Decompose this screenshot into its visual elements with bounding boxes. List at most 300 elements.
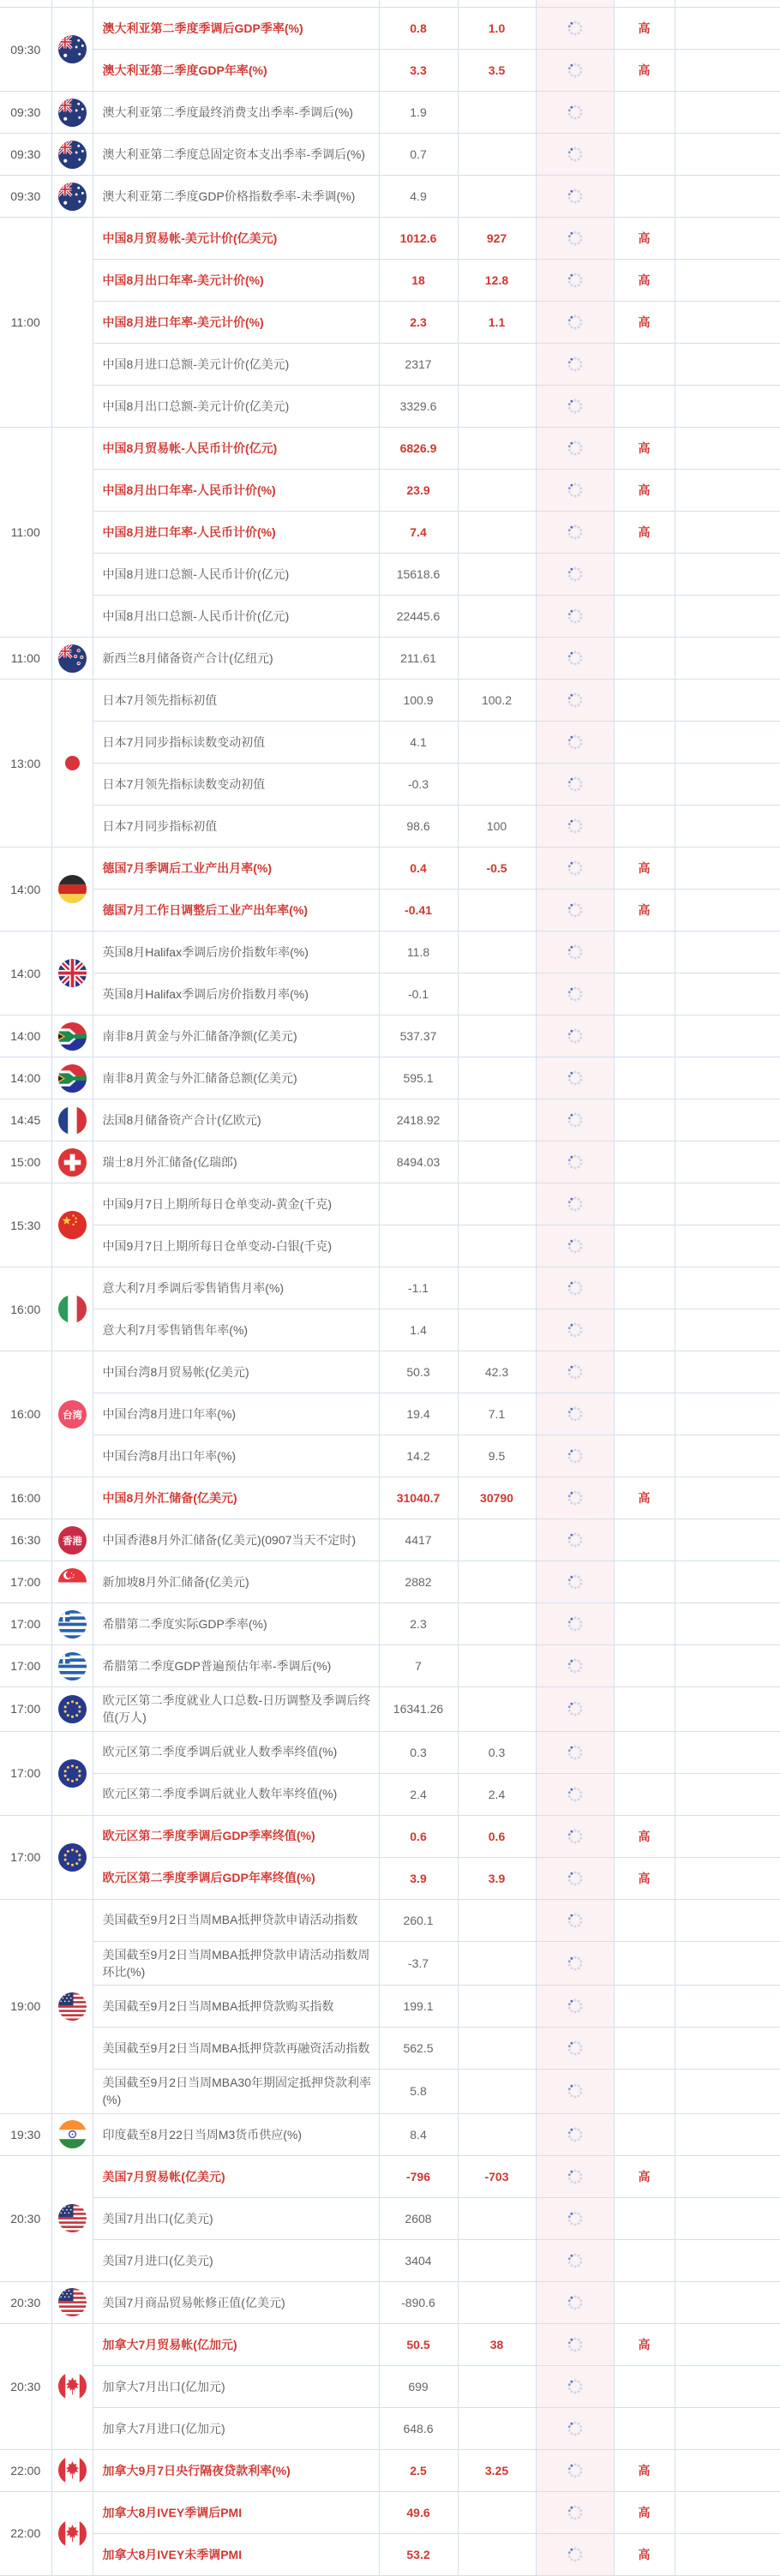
flag-france-icon xyxy=(58,1106,87,1135)
importance-cell xyxy=(614,1183,675,1225)
flag-cell xyxy=(51,1183,93,1267)
event-name: 欧元区第二季度季调后GDP年率终值(%) xyxy=(93,1857,379,1899)
actual-value: 8.4 xyxy=(379,2113,458,2155)
time-cell: 11:00 xyxy=(0,218,51,428)
detail-loading-cell[interactable] xyxy=(536,1986,614,2028)
forecast-value: 0.3 xyxy=(458,1731,536,1773)
event-row xyxy=(0,92,780,134)
flag-cell xyxy=(51,2449,93,2491)
actual-value: 2608 xyxy=(379,2197,458,2239)
time-cell: 09:30 xyxy=(0,134,51,176)
event-name: 欧元区第二季度季调后就业人数季率终值(%) xyxy=(93,1731,379,1773)
event-row xyxy=(0,2365,780,2407)
event-name: 澳大利亚第二季度总固定资本支出季率-季调后(%) xyxy=(93,134,379,176)
time-cell: 20:30 xyxy=(0,2323,51,2449)
detail-loading-cell[interactable] xyxy=(536,2070,614,2114)
detail-loading-cell[interactable] xyxy=(536,1435,614,1477)
forecast-value xyxy=(458,386,536,428)
detail-loading-cell[interactable] xyxy=(536,1899,614,1941)
detail-loading-cell[interactable] xyxy=(536,302,614,344)
detail-loading-cell[interactable] xyxy=(536,2533,614,2575)
event-row xyxy=(0,1941,780,1986)
filler-cell xyxy=(675,50,780,92)
actual-value: 3.9 xyxy=(379,1857,458,1899)
flag-eu-icon xyxy=(58,1843,87,1872)
importance-cell xyxy=(614,1941,675,1986)
event-name: 中国8月外汇储备(亿美元) xyxy=(93,1477,379,1519)
partial-cell xyxy=(51,0,93,8)
detail-loading-cell[interactable] xyxy=(536,8,614,50)
flag-germany-icon xyxy=(58,875,87,903)
forecast-value xyxy=(458,512,536,554)
flag-cell xyxy=(51,680,93,848)
filler-cell xyxy=(675,344,780,386)
forecast-value xyxy=(458,92,536,134)
detail-loading-cell[interactable] xyxy=(536,680,614,722)
event-row xyxy=(0,1309,780,1351)
detail-loading-cell[interactable] xyxy=(536,764,614,806)
detail-loading-cell[interactable] xyxy=(536,1477,614,1519)
partial-cell xyxy=(458,0,536,8)
event-row xyxy=(0,1687,780,1732)
detail-loading-cell[interactable] xyxy=(536,2323,614,2365)
event-row xyxy=(0,1183,780,1225)
importance-cell xyxy=(614,722,675,764)
forecast-value: 9.5 xyxy=(458,1435,536,1477)
event-name: 中国8月出口总额-人民币计价(亿元) xyxy=(93,596,379,638)
forecast-value: 38 xyxy=(458,2323,536,2365)
actual-value: 648.6 xyxy=(379,2407,458,2449)
detail-loading-cell[interactable] xyxy=(536,1183,614,1225)
flag-cell xyxy=(51,1731,93,1815)
detail-loading-cell[interactable] xyxy=(536,1225,614,1267)
importance-badge: 高 xyxy=(614,428,675,470)
loading-spinner-icon xyxy=(567,1657,584,1674)
detail-loading-cell[interactable] xyxy=(536,92,614,134)
loading-spinner-icon xyxy=(567,608,584,625)
filler-cell xyxy=(675,848,780,890)
actual-value: 7.4 xyxy=(379,512,458,554)
detail-loading-cell[interactable] xyxy=(536,1519,614,1561)
event-name: 加拿大7月进口(亿加元) xyxy=(93,2407,379,2449)
loading-spinner-icon xyxy=(567,1153,584,1171)
detail-loading-cell[interactable] xyxy=(536,1015,614,1057)
importance-badge: 高 xyxy=(614,2449,675,2491)
flag-cell xyxy=(51,1015,93,1057)
time-cell: 14:00 xyxy=(0,1015,51,1057)
loading-spinner-icon xyxy=(567,272,584,289)
detail-loading-cell[interactable] xyxy=(536,1309,614,1351)
partial-cell xyxy=(93,0,379,8)
detail-loading-cell[interactable] xyxy=(536,848,614,890)
filler-cell xyxy=(675,1477,780,1519)
time-cell: 14:00 xyxy=(0,932,51,1015)
detail-loading-cell[interactable] xyxy=(536,470,614,512)
detail-loading-cell[interactable] xyxy=(536,1393,614,1435)
loading-spinner-icon xyxy=(567,818,584,835)
importance-cell xyxy=(614,764,675,806)
forecast-value xyxy=(458,2070,536,2114)
detail-loading-cell[interactable] xyxy=(536,1099,614,1141)
time-cell: 09:30 xyxy=(0,8,51,92)
filler-cell xyxy=(675,2533,780,2575)
event-name: 中国8月出口年率-美元计价(%) xyxy=(93,260,379,302)
actual-value: -890.6 xyxy=(379,2281,458,2323)
filler-cell xyxy=(675,2491,780,2533)
flag-cell xyxy=(51,638,93,680)
flag-cell xyxy=(51,1687,93,1732)
importance-cell xyxy=(614,554,675,596)
event-row xyxy=(0,2533,780,2575)
event-name: 加拿大7月出口(亿加元) xyxy=(93,2365,379,2407)
event-row xyxy=(0,1099,780,1141)
importance-badge: 高 xyxy=(614,50,675,92)
filler-cell xyxy=(675,1351,780,1393)
event-row xyxy=(0,2407,780,2449)
actual-value: -0.3 xyxy=(379,764,458,806)
event-row xyxy=(0,2449,780,2491)
importance-badge: 高 xyxy=(614,2323,675,2365)
detail-loading-cell[interactable] xyxy=(536,1773,614,1815)
forecast-value xyxy=(458,638,536,680)
importance-cell xyxy=(614,344,675,386)
detail-loading-cell[interactable] xyxy=(536,1267,614,1309)
detail-loading-cell[interactable] xyxy=(536,973,614,1015)
forecast-value: 100.2 xyxy=(458,680,536,722)
loading-spinner-icon xyxy=(567,2168,584,2185)
filler-cell xyxy=(675,302,780,344)
loading-spinner-icon xyxy=(567,1744,584,1761)
filler-cell xyxy=(675,1309,780,1351)
flag-cell xyxy=(51,932,93,1015)
event-name: 德国7月工作日调整后工业产出年率(%) xyxy=(93,890,379,932)
detail-loading-cell[interactable] xyxy=(536,890,614,932)
flag-uk-icon xyxy=(58,959,87,987)
filler-cell xyxy=(675,1183,780,1225)
detail-loading-cell[interactable] xyxy=(536,2155,614,2197)
importance-cell xyxy=(614,1986,675,2028)
forecast-value xyxy=(458,1225,536,1267)
importance-badge: 高 xyxy=(614,2533,675,2575)
flag-cell xyxy=(51,1267,93,1351)
detail-loading-cell[interactable] xyxy=(536,1815,614,1857)
loading-spinner-icon xyxy=(567,20,584,37)
partial-row-top xyxy=(0,0,780,8)
flag-cell xyxy=(51,1057,93,1099)
flag-cell xyxy=(51,1351,93,1477)
event-name: 美国截至9月2日当周MBA抵押贷款申请活动指数周环比(%) xyxy=(93,1941,379,1986)
time-cell: 20:30 xyxy=(0,2281,51,2323)
forecast-value xyxy=(458,176,536,218)
event-row xyxy=(0,2197,780,2239)
loading-spinner-icon xyxy=(567,104,584,121)
flag-usa-icon xyxy=(58,2288,87,2316)
loading-spinner-icon xyxy=(567,902,584,919)
loading-spinner-icon xyxy=(567,314,584,331)
actual-value: 15618.6 xyxy=(379,554,458,596)
event-name: 中国台湾8月出口年率(%) xyxy=(93,1435,379,1477)
time-cell: 16:30 xyxy=(0,1519,51,1561)
filler-cell xyxy=(675,2281,780,2323)
svg-text:台湾: 台湾 xyxy=(62,1410,82,1421)
loading-spinner-icon xyxy=(567,1447,584,1465)
filler-cell xyxy=(675,8,780,50)
forecast-value xyxy=(458,2491,536,2533)
detail-loading-cell[interactable] xyxy=(536,1141,614,1183)
flag-cell xyxy=(51,1815,93,1899)
event-name: 澳大利亚第二季度GDP年率(%) xyxy=(93,50,379,92)
forecast-value xyxy=(458,1986,536,2028)
event-row xyxy=(0,1015,780,1057)
event-name: 日本7月领先指标初值 xyxy=(93,680,379,722)
forecast-value xyxy=(458,428,536,470)
importance-badge: 高 xyxy=(614,1815,675,1857)
detail-loading-cell[interactable] xyxy=(536,722,614,764)
detail-loading-cell[interactable] xyxy=(536,638,614,680)
loading-spinner-icon xyxy=(567,1069,584,1087)
flag-australia-icon xyxy=(58,141,87,169)
filler-cell xyxy=(675,1899,780,1941)
event-row xyxy=(0,50,780,92)
filler-cell xyxy=(675,2028,780,2070)
event-row xyxy=(0,848,780,890)
forecast-value: 100 xyxy=(458,806,536,848)
forecast-value xyxy=(458,134,536,176)
event-row xyxy=(0,134,780,176)
svg-text:香港: 香港 xyxy=(62,1536,82,1547)
actual-value: 0.4 xyxy=(379,848,458,890)
event-name: 美国7月商品贸易帐修正值(亿美元) xyxy=(93,2281,379,2323)
filler-cell xyxy=(675,1941,780,1986)
detail-loading-cell[interactable] xyxy=(536,1351,614,1393)
flag-greece-icon xyxy=(58,1610,87,1638)
actual-value: 4.1 xyxy=(379,722,458,764)
filler-cell xyxy=(675,176,780,218)
event-row xyxy=(0,1899,780,1941)
time-cell: 16:00 xyxy=(0,1351,51,1477)
flag-cell xyxy=(51,848,93,932)
event-name: 中国8月进口年率-人民币计价(%) xyxy=(93,512,379,554)
filler-cell xyxy=(675,2239,780,2281)
filler-cell xyxy=(675,932,780,973)
detail-loading-cell[interactable] xyxy=(536,1645,614,1687)
loading-spinner-icon xyxy=(567,734,584,751)
filler-cell xyxy=(675,1731,780,1773)
event-row xyxy=(0,638,780,680)
detail-loading-cell[interactable] xyxy=(536,176,614,218)
event-name: 美国7月出口(亿美元) xyxy=(93,2197,379,2239)
loading-spinner-icon xyxy=(567,1195,584,1213)
actual-value: 2418.92 xyxy=(379,1099,458,1141)
detail-loading-cell[interactable] xyxy=(536,1603,614,1645)
event-name: 美国截至9月2日当周MBA30年期固定抵押贷款利率(%) xyxy=(93,2070,379,2114)
forecast-value xyxy=(458,890,536,932)
detail-loading-cell[interactable] xyxy=(536,218,614,260)
detail-loading-cell[interactable] xyxy=(536,932,614,973)
flag-cell xyxy=(51,1141,93,1183)
actual-value: 53.2 xyxy=(379,2533,458,2575)
detail-loading-cell[interactable] xyxy=(536,596,614,638)
loading-spinner-icon xyxy=(567,2126,584,2143)
filler-cell xyxy=(675,1561,780,1603)
event-name: 加拿大9月7日央行隔夜贷款利率(%) xyxy=(93,2449,379,2491)
forecast-value xyxy=(458,2407,536,2449)
badge-taiwan-icon xyxy=(58,1400,87,1429)
actual-value: -3.7 xyxy=(379,1941,458,1986)
loading-spinner-icon xyxy=(567,188,584,205)
detail-loading-cell[interactable] xyxy=(536,1687,614,1732)
loading-spinner-icon xyxy=(567,2252,584,2269)
forecast-value xyxy=(458,1899,536,1941)
filler-cell xyxy=(675,470,780,512)
actual-value: 14.2 xyxy=(379,1435,458,1477)
detail-loading-cell[interactable] xyxy=(536,806,614,848)
detail-loading-cell[interactable] xyxy=(536,554,614,596)
flag-cell xyxy=(51,1477,93,1519)
actual-value: 595.1 xyxy=(379,1057,458,1099)
importance-badge: 高 xyxy=(614,470,675,512)
detail-loading-cell[interactable] xyxy=(536,50,614,92)
loading-spinner-icon xyxy=(567,2462,584,2479)
event-name: 加拿大8月IVEY季调后PMI xyxy=(93,2491,379,2533)
importance-cell xyxy=(614,1519,675,1561)
event-row xyxy=(0,1645,780,1687)
detail-loading-cell[interactable] xyxy=(536,1561,614,1603)
detail-loading-cell[interactable] xyxy=(536,2028,614,2070)
detail-loading-cell[interactable] xyxy=(536,2197,614,2239)
forecast-value xyxy=(458,2028,536,2070)
event-name: 印度截至8月22日当周M3货币供应(%) xyxy=(93,2113,379,2155)
filler-cell xyxy=(675,806,780,848)
importance-badge: 高 xyxy=(614,848,675,890)
loading-spinner-icon xyxy=(567,776,584,793)
detail-loading-cell[interactable] xyxy=(536,2491,614,2533)
forecast-value: 0.6 xyxy=(458,1815,536,1857)
flag-cell xyxy=(51,1561,93,1603)
filler-cell xyxy=(675,2070,780,2114)
importance-cell xyxy=(614,2239,675,2281)
flag-cell xyxy=(51,1603,93,1645)
loading-spinner-icon xyxy=(567,860,584,877)
forecast-value xyxy=(458,1309,536,1351)
event-name: 中国8月贸易帐-人民币计价(亿元) xyxy=(93,428,379,470)
filler-cell xyxy=(675,1393,780,1435)
detail-loading-cell[interactable] xyxy=(536,428,614,470)
flag-greece-icon xyxy=(58,1652,87,1680)
event-row xyxy=(0,512,780,554)
forecast-value xyxy=(458,596,536,638)
filler-cell xyxy=(675,1099,780,1141)
forecast-value: 2.4 xyxy=(458,1773,536,1815)
filler-cell xyxy=(675,554,780,596)
detail-loading-cell[interactable] xyxy=(536,134,614,176)
event-row xyxy=(0,554,780,596)
detail-loading-cell[interactable] xyxy=(536,2365,614,2407)
flag-india-icon xyxy=(58,2120,87,2148)
flag-usa-icon xyxy=(58,2204,87,2232)
detail-loading-cell[interactable] xyxy=(536,260,614,302)
flag-eu-icon xyxy=(58,1695,87,1723)
forecast-value xyxy=(458,2365,536,2407)
detail-loading-cell[interactable] xyxy=(536,2449,614,2491)
actual-value: 31040.7 xyxy=(379,1477,458,1519)
loading-spinner-icon xyxy=(567,398,584,415)
flag-canada-icon xyxy=(58,2519,87,2548)
event-row xyxy=(0,302,780,344)
badge-hong-kong-icon xyxy=(58,1526,87,1555)
importance-badge: 高 xyxy=(614,890,675,932)
flag-cell xyxy=(51,1099,93,1141)
time-cell: 16:00 xyxy=(0,1267,51,1351)
actual-value: 98.6 xyxy=(379,806,458,848)
filler-cell xyxy=(675,218,780,260)
event-row xyxy=(0,1986,780,2028)
time-cell: 09:30 xyxy=(0,176,51,218)
time-cell: 09:30 xyxy=(0,92,51,134)
partial-cell xyxy=(536,0,614,8)
forecast-value: 3.25 xyxy=(458,2449,536,2491)
importance-cell xyxy=(614,2028,675,2070)
actual-value: 11.8 xyxy=(379,932,458,973)
importance-cell xyxy=(614,1645,675,1687)
detail-loading-cell[interactable] xyxy=(536,512,614,554)
detail-loading-cell[interactable] xyxy=(536,1731,614,1773)
forecast-value: 3.5 xyxy=(458,50,536,92)
loading-spinner-icon xyxy=(567,566,584,583)
event-row xyxy=(0,932,780,973)
forecast-value xyxy=(458,1941,536,1986)
loading-spinner-icon xyxy=(567,524,584,541)
time-cell: 17:00 xyxy=(0,1815,51,1899)
forecast-value xyxy=(458,1015,536,1057)
detail-loading-cell[interactable] xyxy=(536,2239,614,2281)
detail-loading-cell[interactable] xyxy=(536,2407,614,2449)
importance-badge: 高 xyxy=(614,2155,675,2197)
event-name: 美国7月进口(亿美元) xyxy=(93,2239,379,2281)
detail-loading-cell[interactable] xyxy=(536,1857,614,1899)
time-cell: 20:30 xyxy=(0,2155,51,2281)
detail-loading-cell[interactable] xyxy=(536,2113,614,2155)
forecast-value: 1.0 xyxy=(458,8,536,50)
importance-cell xyxy=(614,1773,675,1815)
actual-value: 22445.6 xyxy=(379,596,458,638)
event-row xyxy=(0,260,780,302)
event-name: 美国截至9月2日当周MBA抵押贷款购买指数 xyxy=(93,1986,379,2028)
event-row xyxy=(0,2239,780,2281)
detail-loading-cell[interactable] xyxy=(536,344,614,386)
detail-loading-cell[interactable] xyxy=(536,1941,614,1986)
event-name: 美国截至9月2日当周MBA抵押贷款再融资活动指数 xyxy=(93,2028,379,2070)
loading-spinner-icon xyxy=(567,146,584,163)
actual-value: 0.8 xyxy=(379,8,458,50)
loading-spinner-icon xyxy=(567,1998,584,2015)
flag-cell xyxy=(51,134,93,176)
importance-cell xyxy=(614,2070,675,2114)
event-name: 中国9月7日上期所每日仓单变动-白银(千克) xyxy=(93,1225,379,1267)
time-cell: 14:00 xyxy=(0,848,51,932)
event-name: 德国7月季调后工业产出月率(%) xyxy=(93,848,379,890)
detail-loading-cell[interactable] xyxy=(536,1057,614,1099)
detail-loading-cell[interactable] xyxy=(536,2281,614,2323)
detail-loading-cell[interactable] xyxy=(536,386,614,428)
event-name: 意大利7月季调后零售销售月率(%) xyxy=(93,1267,379,1309)
importance-cell xyxy=(614,1561,675,1603)
event-row xyxy=(0,1057,780,1099)
actual-value: 3404 xyxy=(379,2239,458,2281)
importance-cell xyxy=(614,134,675,176)
flag-china-icon xyxy=(58,1211,87,1239)
actual-value: 6826.9 xyxy=(379,428,458,470)
